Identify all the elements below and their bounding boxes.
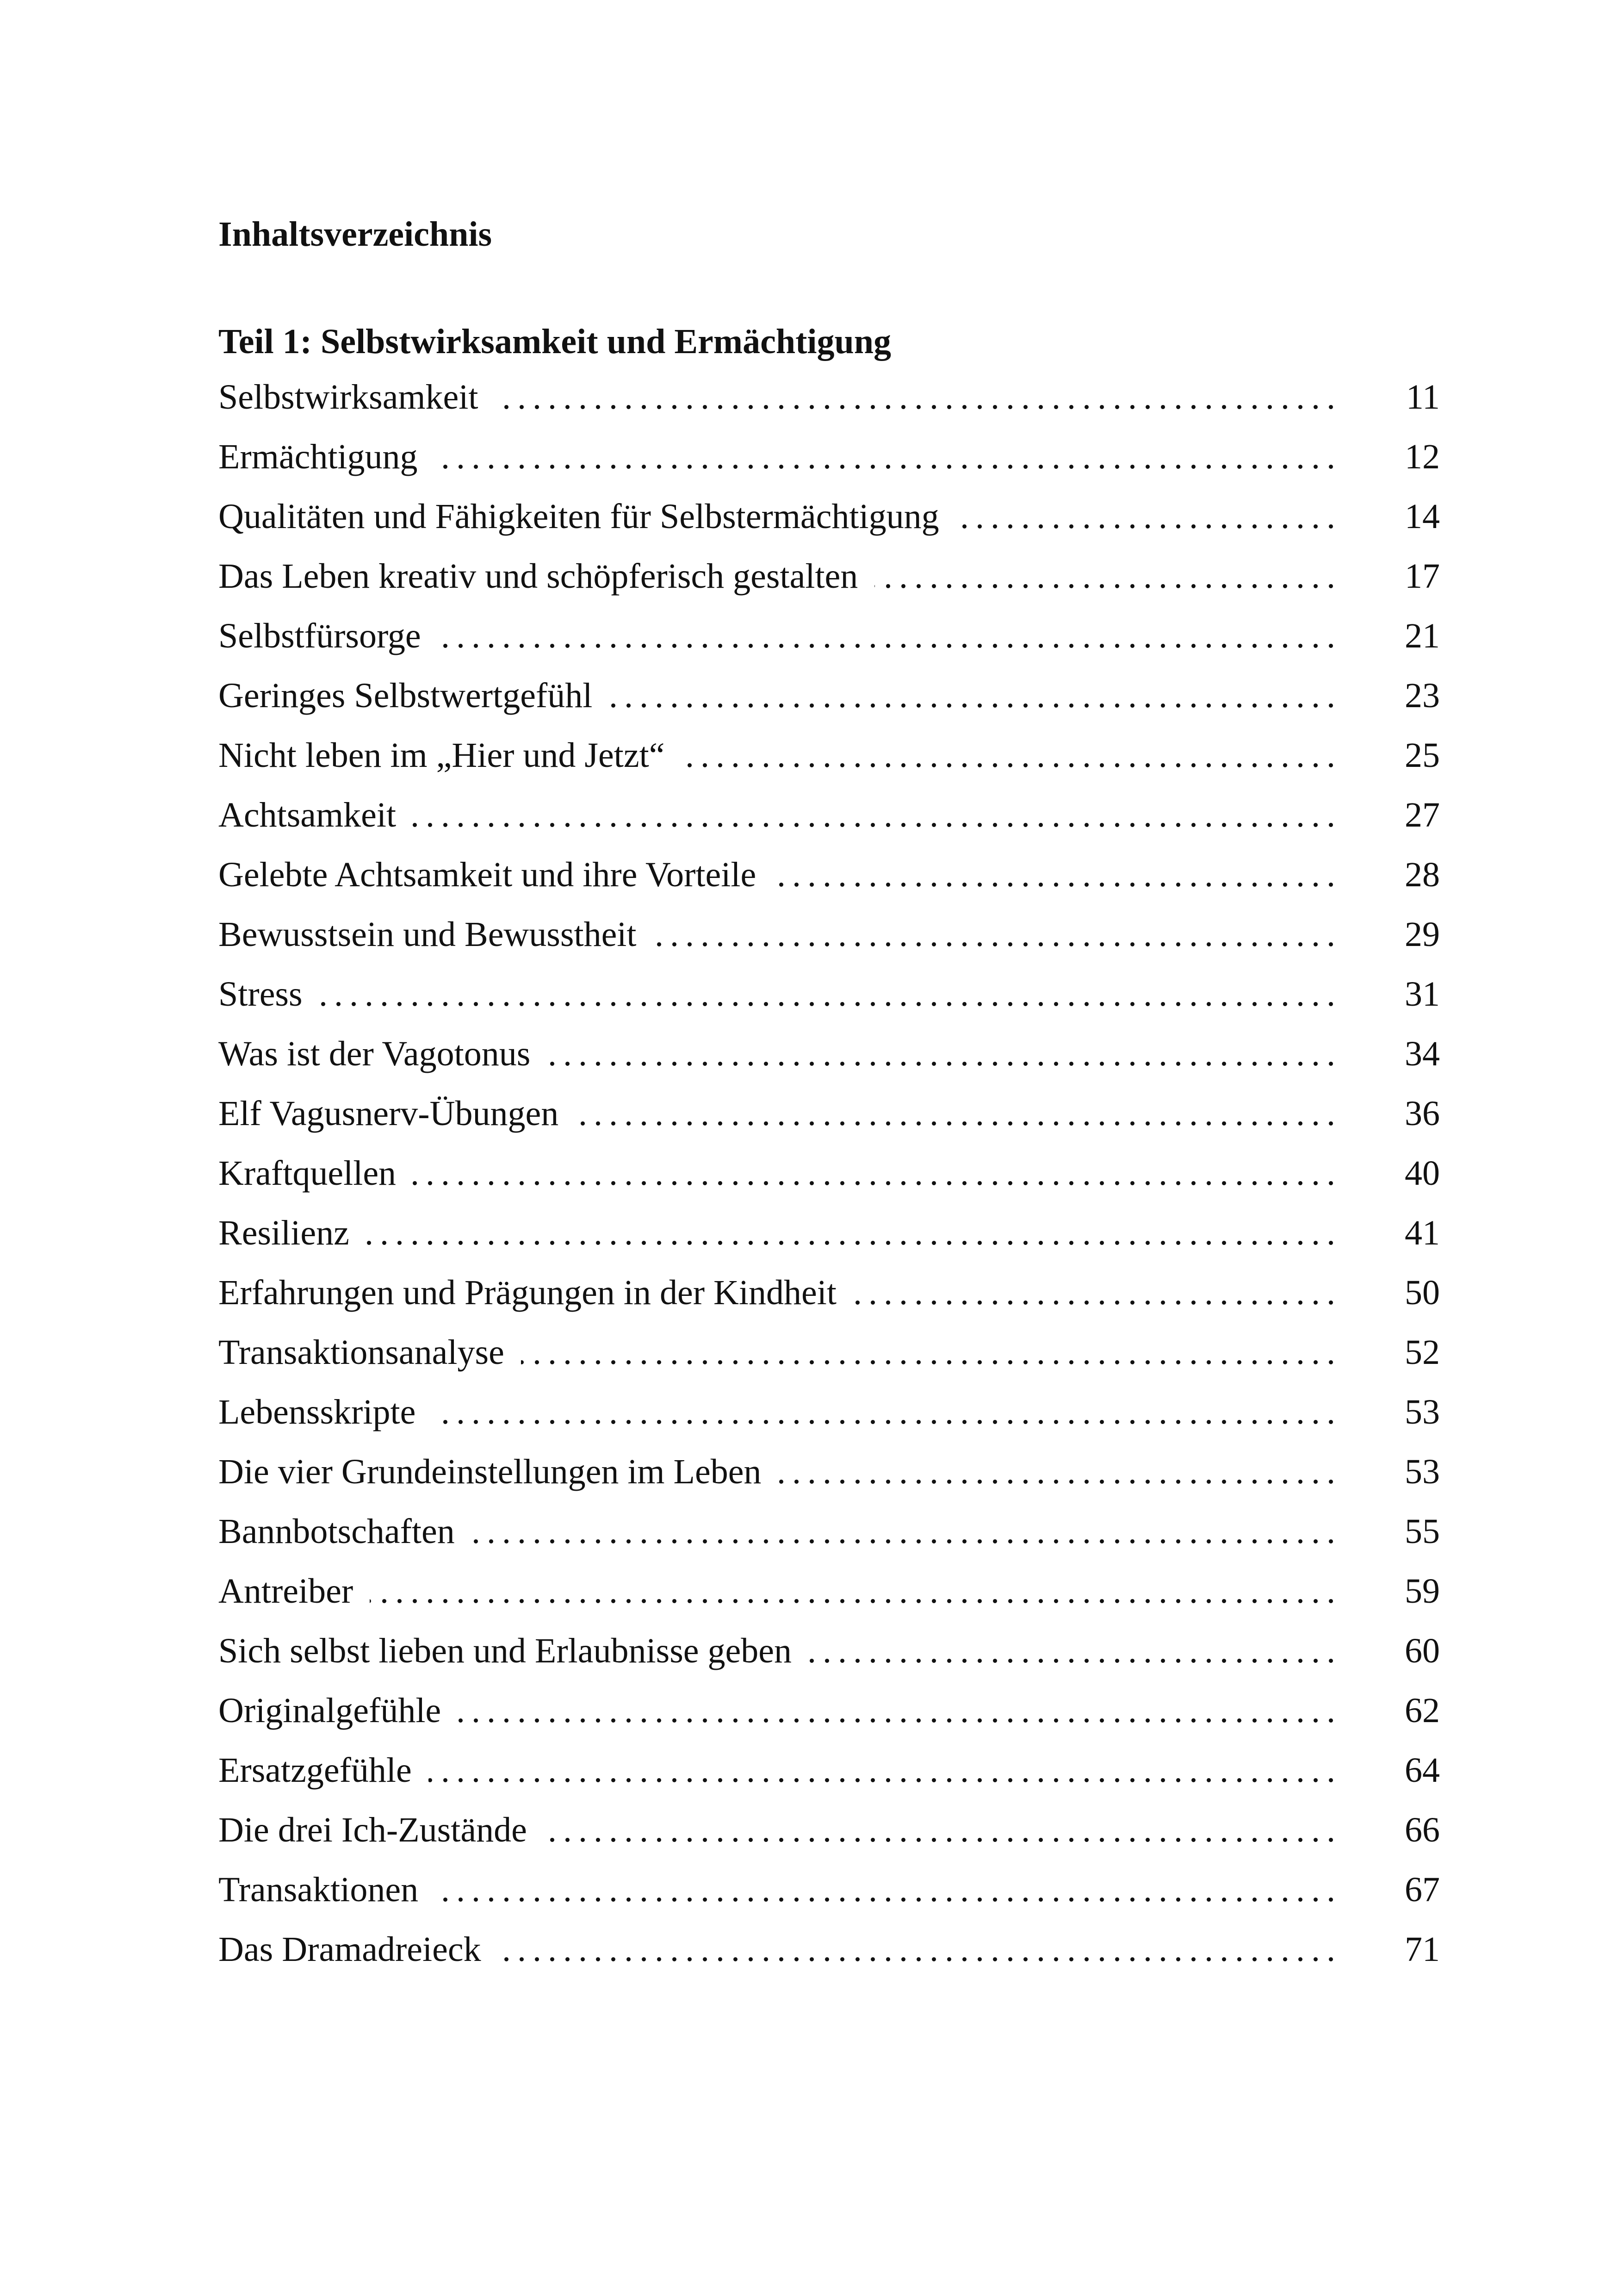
toc-entry bbox=[218, 852, 1440, 911]
toc-entry-page: 40 bbox=[1405, 1154, 1440, 1193]
toc-entry-page: 36 bbox=[1405, 1094, 1440, 1133]
toc-entry-title: Transaktionen bbox=[218, 1867, 435, 1913]
toc-entry-page: 23 bbox=[1405, 676, 1440, 715]
toc-entry bbox=[218, 1329, 1440, 1389]
toc-entry-page: 60 bbox=[1405, 1631, 1440, 1670]
toc-entry bbox=[218, 792, 1440, 852]
toc-entry-title: Geringes Selbstwertgefühl bbox=[218, 672, 609, 719]
toc-entry bbox=[218, 1687, 1440, 1747]
toc-entry bbox=[218, 1389, 1440, 1449]
toc-entry bbox=[218, 374, 1440, 434]
toc-list bbox=[218, 374, 1440, 1986]
toc-entry bbox=[218, 971, 1440, 1031]
toc-entry-title: Sich selbst lieben und Erlaubnisse geben bbox=[218, 1628, 808, 1674]
toc-entry-title: Transaktionsanalyse bbox=[218, 1329, 521, 1375]
toc-entry-page: 27 bbox=[1405, 796, 1440, 834]
toc-entry-title: Erfahrungen und Prägungen in der Kindheit bbox=[218, 1269, 853, 1316]
toc-entry-title: Die drei Ich-Zustände bbox=[218, 1807, 544, 1853]
toc-entry bbox=[218, 1449, 1440, 1508]
toc-entry-page: 53 bbox=[1405, 1393, 1440, 1431]
toc-entry-title: Das Leben kreativ und schöpferisch gestalten bbox=[218, 553, 874, 599]
toc-entry bbox=[218, 1269, 1440, 1329]
toc-entry bbox=[218, 1628, 1440, 1687]
toc-entry-page: 53 bbox=[1405, 1452, 1440, 1491]
toc-entry bbox=[218, 493, 1440, 553]
dot-leader bbox=[218, 1210, 1342, 1256]
toc-entry-title: Bannbotschaften bbox=[218, 1508, 471, 1555]
toc-entry-title: Lebensskripte bbox=[218, 1389, 432, 1435]
toc-entry-title: Nicht leben im „Hier und Jetzt“ bbox=[218, 732, 681, 778]
toc-entry bbox=[218, 613, 1440, 672]
toc-entry-page: 59 bbox=[1405, 1572, 1440, 1611]
toc-entry-page: 12 bbox=[1405, 437, 1440, 476]
toc-entry-page: 66 bbox=[1405, 1811, 1440, 1849]
toc-entry-title: Selbstfürsorge bbox=[218, 613, 438, 659]
part-heading: Teil 1: Selbstwirksamkeit und Ermächtigung bbox=[218, 322, 892, 361]
toc-entry-page: 55 bbox=[1405, 1512, 1440, 1551]
dot-leader bbox=[218, 1568, 1342, 1614]
toc-entry bbox=[218, 1568, 1440, 1628]
toc-entry-title: Bewusstsein und Bewusstheit bbox=[218, 911, 653, 958]
toc-entry-page: 67 bbox=[1405, 1870, 1440, 1909]
toc-entry-title: Achtsamkeit bbox=[218, 792, 413, 838]
toc-entry-page: 64 bbox=[1405, 1751, 1440, 1790]
toc-entry-page: 17 bbox=[1405, 557, 1440, 596]
toc-entry-title: Die vier Grundeinstellungen im Leben bbox=[218, 1449, 778, 1495]
toc-heading: Inhaltsverzeichnis bbox=[218, 215, 492, 254]
toc-entry bbox=[218, 1090, 1440, 1150]
toc-entry-title: Stress bbox=[218, 971, 319, 1017]
toc-entry bbox=[218, 553, 1440, 613]
toc-entry bbox=[218, 1747, 1440, 1807]
toc-entry-page: 52 bbox=[1405, 1333, 1440, 1372]
toc-entry-page: 34 bbox=[1405, 1034, 1440, 1073]
toc-entry-title: Antreiber bbox=[218, 1568, 370, 1614]
toc-entry-page: 29 bbox=[1405, 915, 1440, 954]
toc-entry bbox=[218, 911, 1440, 971]
toc-entry-page: 62 bbox=[1405, 1691, 1440, 1730]
toc-entry-title: Kraftquellen bbox=[218, 1150, 413, 1196]
toc-entry-page: 14 bbox=[1405, 497, 1440, 536]
toc-entry-title: Was ist der Vagotonus bbox=[218, 1031, 547, 1077]
toc-entry-title: Das Dramadreieck bbox=[218, 1926, 498, 1972]
toc-entry bbox=[218, 1807, 1440, 1867]
toc-entry-page: 41 bbox=[1405, 1213, 1440, 1252]
toc-entry bbox=[218, 1210, 1440, 1269]
toc-entry-title: Ermächtigung bbox=[218, 434, 434, 480]
toc-entry bbox=[218, 1031, 1440, 1090]
toc-entry-title: Resilienz bbox=[218, 1210, 366, 1256]
toc-entry-title: Gelebte Achtsamkeit und ihre Vorteile bbox=[218, 852, 773, 898]
toc-entry-page: 11 bbox=[1406, 378, 1440, 417]
toc-entry-title: Qualitäten und Fähigkeiten für Selbstermächtigung bbox=[218, 493, 956, 540]
toc-entry-page: 25 bbox=[1405, 736, 1440, 775]
toc-entry-title: Ersatzgefühle bbox=[218, 1747, 428, 1793]
toc-entry bbox=[218, 1508, 1440, 1568]
toc-entry-title: Originalgefühle bbox=[218, 1687, 458, 1734]
toc-entry-page: 71 bbox=[1405, 1930, 1440, 1969]
toc-entry bbox=[218, 732, 1440, 792]
toc-entry bbox=[218, 434, 1440, 493]
toc-entry bbox=[218, 1867, 1440, 1926]
toc-entry-page: 28 bbox=[1405, 855, 1440, 894]
dot-leader bbox=[218, 971, 1342, 1017]
toc-entry-page: 21 bbox=[1405, 616, 1440, 655]
toc-entry bbox=[218, 1150, 1440, 1210]
toc-entry bbox=[218, 672, 1440, 732]
toc-entry bbox=[218, 1926, 1440, 1986]
toc-entry-page: 50 bbox=[1405, 1273, 1440, 1312]
toc-entry-title: Elf Vagusnerv-Übungen bbox=[218, 1090, 575, 1137]
toc-entry-title: Selbstwirksamkeit bbox=[218, 374, 495, 420]
toc-entry-page: 31 bbox=[1405, 975, 1440, 1014]
